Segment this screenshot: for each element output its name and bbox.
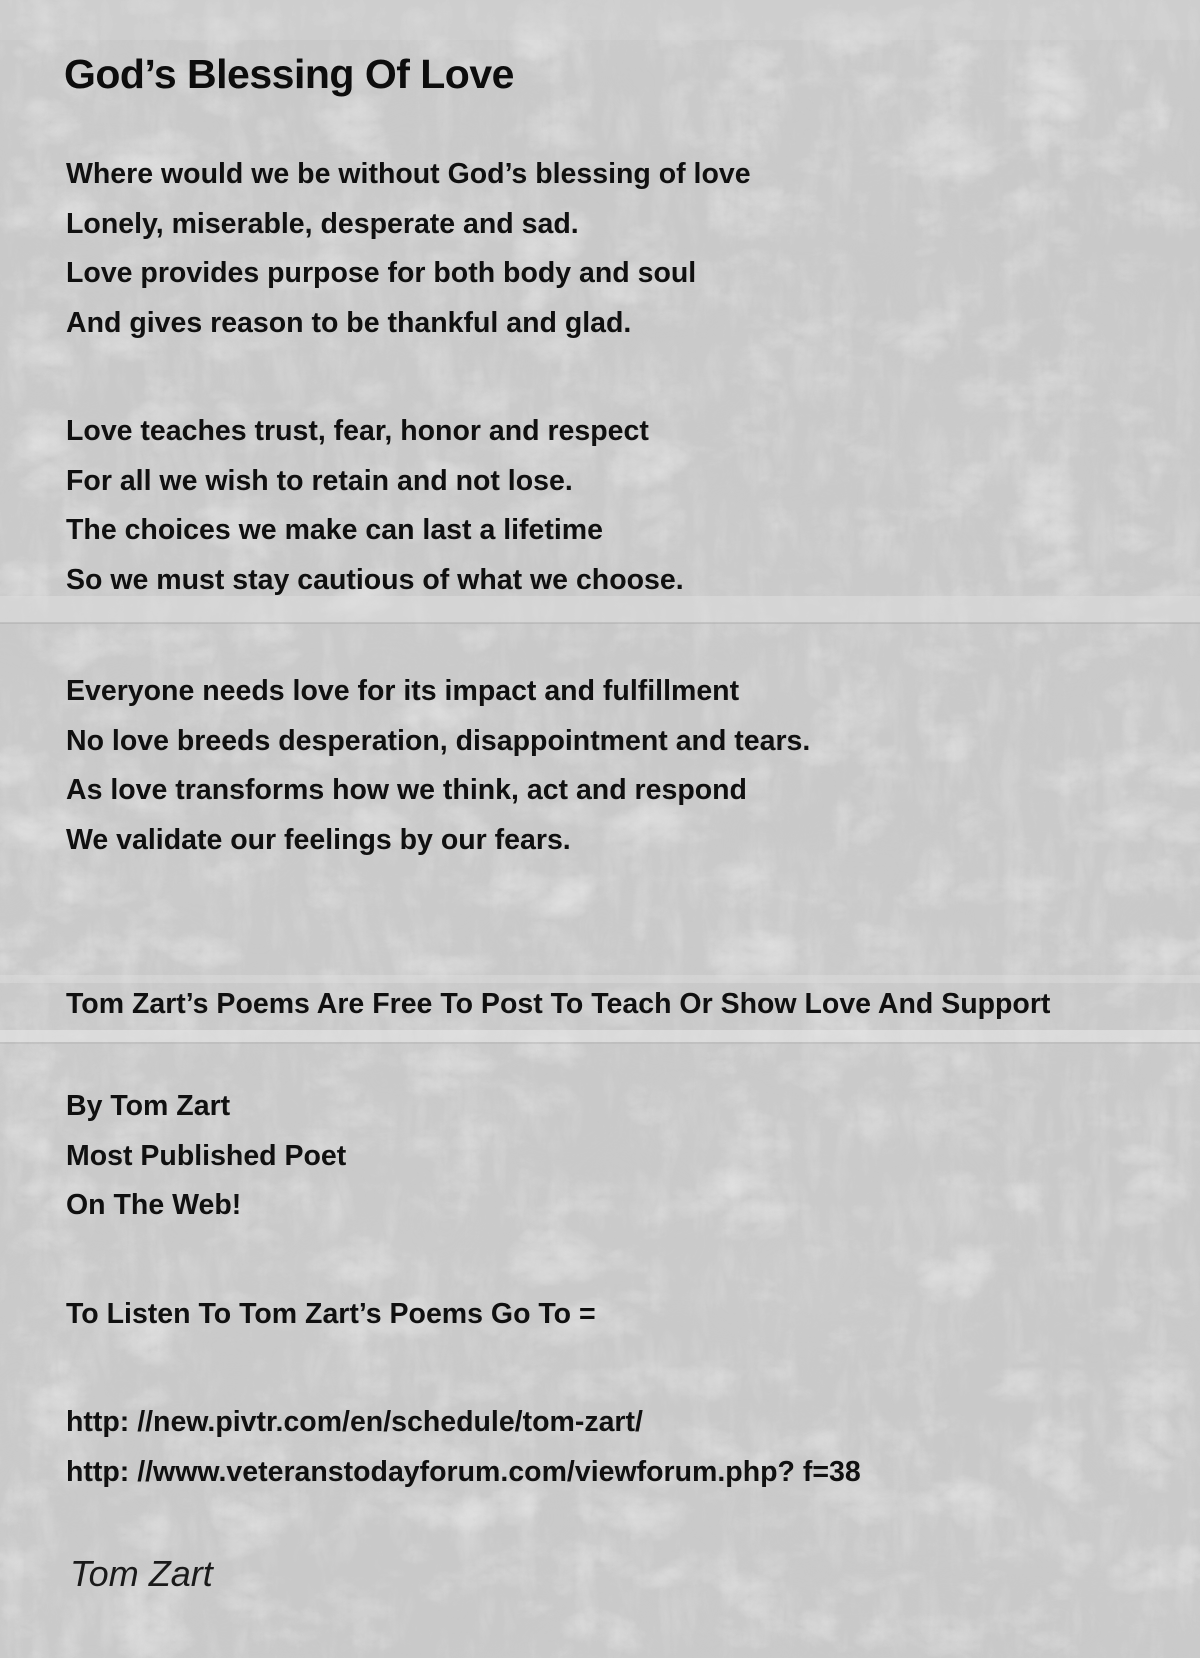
poem-line: Love provides purpose for both body and soul — [66, 257, 697, 289]
author-signature: Tom Zart — [70, 1553, 213, 1594]
listen-prompt — [66, 1290, 596, 1340]
poem-line: We validate our feelings by our fears. — [66, 823, 571, 856]
poem-line: For all we wish to retain and not lose. — [66, 464, 573, 497]
byline-claim: Most Published Poet — [66, 1139, 347, 1172]
byline-author: By Tom Zart — [66, 1090, 231, 1122]
stanza-1 — [66, 150, 751, 348]
poem-line: As love transforms how we think, act and respond — [66, 774, 747, 806]
poem-line: And gives reason to be thankful and glad. — [66, 306, 632, 339]
link-url-pivtr: http: //new.pivtr.com/en/schedule/tom-zart/ — [66, 1406, 643, 1438]
poem-line: So we must stay cautious of what we choose. — [66, 563, 684, 596]
poem-line: Lonely, miserable, desperate and sad. — [66, 207, 579, 240]
poem-line: Where would we be without God’s blessing of love — [66, 158, 751, 190]
link-url-veteranstodayforum: http: //www.veteranstodayforum.com/viewforum.php? f=38 — [66, 1455, 861, 1488]
links-list — [66, 1398, 861, 1497]
poem-line: Everyone needs love for its impact and fulfillment — [66, 675, 740, 707]
free-to-post-notice — [66, 980, 1050, 1030]
stanza-2 — [66, 407, 684, 605]
poem-line: The choices we make can last a lifetime — [66, 514, 603, 546]
notice-text: Tom Zart’s Poems Are Free To Post To Teach Or Show Love And Support — [66, 988, 1051, 1020]
poem-title: God’s Blessing Of Love — [64, 51, 514, 97]
poem-line: Love teaches trust, fear, honor and respect — [66, 415, 649, 447]
listen-prompt-text: To Listen To Tom Zart’s Poems Go To = — [66, 1298, 596, 1330]
stanza-3 — [66, 667, 810, 865]
byline — [66, 1082, 346, 1231]
poem-line: No love breeds desperation, disappointment and tears. — [66, 724, 811, 757]
byline-web: On The Web! — [66, 1189, 242, 1221]
